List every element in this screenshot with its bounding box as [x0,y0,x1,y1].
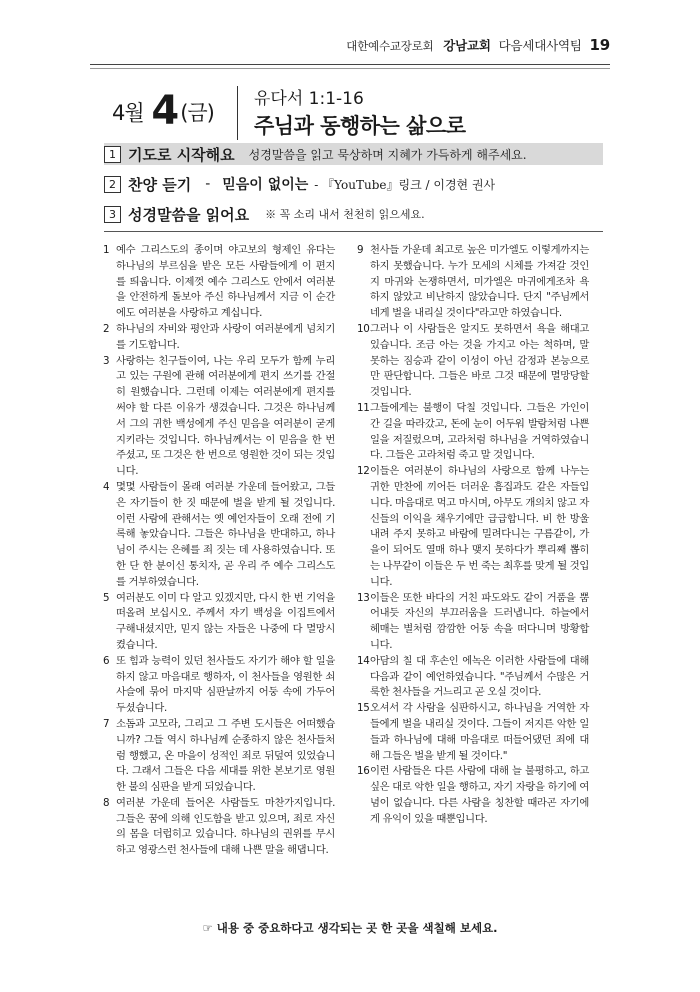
verse-item [103,654,335,717]
verse-text: 그러나 이 사람들은 알지도 못하면서 욕을 해대고 있습니다. 조금 아는 것을 가지고 아는 척하며, 말 못하는 짐승과 같이 이성이 아닌 감정과 본능으로만 판단합니다. 그들은 바로 그것 때문에 멸망당할 것입니다. [370,322,589,399]
verse-number: 1 [103,244,110,256]
verse-item [357,401,589,464]
reading-note: ※ 꼭 소리 내서 천천히 읽으세요. [265,208,425,221]
verse-item [103,354,335,480]
verse-text: 이들은 여러분이 하나님의 사랑으로 함께 나누는 귀한 만찬에 끼어든 더러운 흠집과도 같은 자들입니다. 마음대로 먹고 마시며, 아무도 개의치 않고 자신들의 이익을 채우기에만 급급합니다. 비 한 방울 내려 주지 못하고 바람에 밀려다니는 구름같이, 가을이 되어도 열매 하나 맺지 못하다가 뿌리째 뽑히는 나무같이 이들은 두 번 죽는 최후를 맞게 될 것입니다. [370,465,589,588]
section-number: 3 [104,206,121,223]
section-description: 성경말씀을 읽고 묵상하며 지혜가 가득하게 해주세요. [248,147,527,162]
verse-text: 사랑하는 친구들이여, 나는 우리 모두가 함께 누리고 있는 구원에 관해 여러분에게 편지 쓰기를 간절히 원했습니다. 그런데 이제는 여러분에게 편지를 써야 할 다른 이유가 생겼습니다. 그것은 하나님께서 그의 귀한 백성에게 주신 믿음을 여러분이 굳게 지키라는 것입니다. 하나님께서는 이 믿음을 한 번 주셨고, 또 그것은 한 번으로 영원한 것이 되는 것입니다. [116,354,335,478]
section-title: 성경말씀을 읽어요 [128,205,250,224]
header-org: 대한예수교장로회 [346,39,434,53]
verse-number: 11 [357,401,370,414]
verse-item [103,322,335,354]
section-rule [104,231,603,232]
verse-number: 15 [357,702,370,715]
verse-text: 천사들 가운데 최고로 높은 미가엘도 이렇게까지는 하지 못했습니다. 누가 모세의 시체를 가져갈 것인지 마귀와 논쟁하면서, 미가엘은 마귀에게조차 욕하지 않았고 비난하지 않았습니다. 단지 "주님께서 네게 벌을 내리실 것이다"라고만 하였습니다. [370,244,589,320]
date-month: 4월 [112,101,144,125]
section-praise [104,173,495,195]
verse-number: 4 [103,480,110,493]
verse-number: 7 [103,717,110,730]
verse-item [103,796,335,859]
instruction-text: 내용 중 중요하다고 생각되는 곳 한 곳을 색칠해 보세요. [216,921,498,935]
page-header [346,36,610,54]
verse-text: 이런 사람들은 다른 사람에 대해 늘 불평하고, 하고 싶은 대로 악한 일을 행하고, 자기 자랑을 하기에 여념이 없습니다. 다른 사람을 칭찬할 때라곤 자기에게 유익이 있을 때뿐입니다. [370,765,589,825]
verse-item [357,464,589,590]
verse-number: 13 [357,591,370,604]
verse-text: 몇몇 사람들이 몰래 여러분 가운데 들어왔고, 그들은 자기들이 한 짓 때문에 벌을 받게 될 것입니다. 이런 사람에 관해서는 옛 예언자들이 오래 전에 기록해 놓았습니다. 그들은 하나님을 반대하고, 하나님이 주시는 은혜를 죄 짓는 데 사용하였습니다. 또한 단 한 분이신 통치자, 곧 우리 주 예수 그리스도를 거부하였습니다. [116,480,335,588]
verse-text: 그들에게는 불행이 닥칠 것입니다. 그들은 가인이 간 길을 따라갔고, 돈에 눈이 어두워 발람처럼 나쁜 일을 저질렀으며, 고라처럼 하나님을 거역하였습니다. 그들은 고라처럼 죽고 말 것입니다. [370,401,589,462]
verses-column-left [103,243,335,859]
verse-text: 여러분 가운데 들어온 사람들도 마찬가지입니다. 그들은 꿈에 의해 인도함을 받고 있으며, 죄로 자신의 몸을 더럽히고 있습니다. 하나님의 권위를 무시하고 영광스런 천사들에 대해 나쁜 말을 해댑니다. [116,796,335,857]
verse-text: 여러분도 이미 다 알고 있겠지만, 다시 한 번 기억을 떠올려 보십시오. 주께서 자기 백성을 이집트에서 구해내셨지만, 믿지 않는 자들은 나중에 다 멸망시켰습니다. [116,591,335,651]
date-day: 4 [151,88,179,134]
verse-number: 5 [103,591,110,604]
verse-number: 3 [103,354,110,367]
verse-number: 8 [103,796,110,809]
page-title: 주님과 동행하는 삶으로 [254,114,466,138]
verse-item [103,480,335,591]
coloring-instruction [0,920,700,936]
verse-text: 하나님의 자비와 평안과 사랑이 여러분에게 넘치기를 기도합니다. [116,322,335,351]
verse-item [103,243,335,322]
verse-text: 아담의 칠 대 후손인 에녹은 이러한 사람들에 대해 다음과 같이 예언하였습니다. "주님께서 수많은 거룩한 천사들을 거느리고 곧 오실 것이다. [370,654,589,699]
scripture-reference: 유다서 1:1-16 [254,89,364,109]
verse-item [357,701,589,764]
header-dept: 다음세대사역팀 [498,38,582,53]
verse-item [103,717,335,796]
section-title: 찬양 듣기 [128,175,192,194]
section-number: 2 [104,176,121,193]
page-number: 19 [589,36,610,54]
section-prayer [104,143,603,165]
verse-number: 12 [357,465,370,478]
verse-number: 9 [357,244,364,256]
verse-item [357,591,589,654]
verse-text: 소돔과 고모라, 그리고 그 주변 도시들은 어떠했습니까? 그들 역시 하나님께 순종하지 않은 천사들처럼 행했고, 온 마을이 성적인 죄로 뒤덮여 있었습니다. 그래서 그들은 다음 세대를 위한 본보기로 영원한 불의 심판을 받게 되었습니다. [116,717,335,794]
verse-item [357,654,589,701]
verse-number: 14 [357,654,370,667]
pointing-hand-icon: ☞ [202,921,213,935]
section-dash: - [205,176,211,192]
header-rule [90,64,610,65]
section-reading [104,203,425,225]
section-number: 1 [104,146,121,163]
section-title: 기도로 시작해요 [128,145,235,164]
header-church: 강남교회 [443,38,491,53]
date-display [112,88,214,134]
verse-item [357,243,589,322]
header-rule-thin [90,68,610,69]
verse-number: 10 [357,322,370,335]
song-title: 믿음이 없이는 [222,177,309,193]
verse-text: 오셔서 각 사람을 심판하시고, 하나님을 거역한 자들에게 벌을 내리실 것이다. 그들이 저지른 악한 일들과 하나님에 대해 마음대로 떠들어댔던 죄에 대해 그들은 벌을 받게 될 것이다." [370,702,589,762]
verse-number: 16 [357,765,370,778]
verse-text: 이들은 또한 바다의 거친 파도와도 같이 거품을 뿜어내듯 자신의 부끄러움을 드러냅니다. 하늘에서 헤매는 별처럼 깜깜한 어둥 속을 떠다니며 방황합니다. [370,591,589,651]
verse-item [103,591,335,654]
verse-text: 또 힘과 능력이 있던 천사들도 자기가 해야 할 일을 하지 않고 마음대로 행하자, 이 천사들을 영원한 쇠사슬에 묶어 마지막 심판날까지 어둥 속에 가두어 두셨습니다. [116,654,335,715]
verse-text: 예수 그리스도의 종이며 야고보의 형제인 유다는 하나님의 부르심을 받은 모든 사람들에게 이 편지를 띄웁니다. 이제껏 예수 그리스도 안에서 여러분을 안전하게 돌보아 주신 하나님께서 지금 이 순간에도 여러분을 사랑하고 계십니다. [116,244,335,320]
verse-number: 2 [103,322,110,335]
verse-item [357,764,589,827]
verse-number: 6 [103,654,110,667]
date-divider [237,86,238,140]
verse-item [357,322,589,401]
date-weekday: (금) [180,101,214,125]
verses-column-right [357,243,589,827]
song-link-info[interactable]: - 『YouTube』링크 / 이경현 권사 [314,177,496,192]
